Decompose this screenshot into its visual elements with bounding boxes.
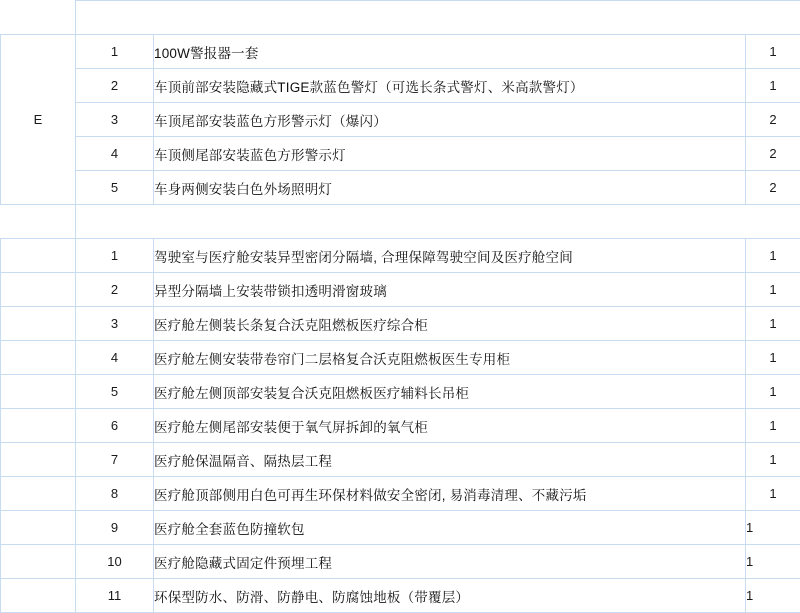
row-description: 医疗舱左侧尾部安装便于氧气屏拆卸的氧气柜 [154,409,746,443]
row-quantity: 1 [746,341,800,375]
group-label-empty [1,307,76,341]
row-index: 2 [76,273,154,307]
row-description: 医疗舱全套蓝色防撞软包 [154,511,746,545]
section-title: 医疗舱内装置 [76,205,800,239]
table-row [1,341,800,375]
section-header-spacer [1,1,76,35]
table-row [1,375,800,409]
group-label-empty [1,511,76,545]
row-description: 医疗舱隐藏式固定件预埋工程 [154,545,746,579]
group-label-empty [1,409,76,443]
row-quantity: 1 [746,375,800,409]
group-label-empty [1,443,76,477]
row-description: 100W警报器一套 [154,35,746,69]
row-quantity: 2 [746,171,800,205]
row-quantity: 1 [746,477,800,511]
row-description: 环保型防水、防滑、防静电、防腐蚀地板（带覆层） [154,579,746,613]
group-label-empty [1,341,76,375]
row-quantity: 1 [746,579,800,613]
table-row [1,137,800,171]
table-row [1,409,800,443]
row-quantity: 1 [746,545,800,579]
group-label-empty [1,579,76,613]
row-quantity: 1 [746,409,800,443]
section-title: 紧急警报系统 [76,1,800,35]
row-description: 异型分隔墙上安装带锁扣透明滑窗玻璃 [154,273,746,307]
row-quantity: 1 [746,443,800,477]
row-quantity: 1 [746,239,800,273]
section-header-row [1,205,800,239]
table-row [1,35,800,69]
row-description: 医疗舱左侧安装带卷帘门二层格复合沃克阻燃板医生专用柜 [154,341,746,375]
group-label-empty [1,239,76,273]
row-index: 10 [76,545,154,579]
row-index: 7 [76,443,154,477]
row-index: 9 [76,511,154,545]
row-description: 医疗舱顶部侧用白色可再生环保材料做安全密闭, 易消毒清理、不藏污垢 [154,477,746,511]
row-quantity: 1 [746,511,800,545]
row-description: 医疗舱保温隔音、隔热层工程 [154,443,746,477]
row-index: 5 [76,375,154,409]
row-index: 1 [76,239,154,273]
table-row [1,545,800,579]
row-quantity: 1 [746,35,800,69]
table-row [1,579,800,613]
table-row [1,273,800,307]
table-row [1,307,800,341]
group-label-empty [1,375,76,409]
row-index: 2 [76,69,154,103]
row-index: 1 [76,35,154,69]
row-description: 医疗舱左侧顶部安装复合沃克阻燃板医疗辅料长吊柜 [154,375,746,409]
row-index: 8 [76,477,154,511]
table-row [1,477,800,511]
table-row [1,69,800,103]
table-row [1,239,800,273]
section-header-spacer [1,205,76,239]
row-description: 车顶前部安装隐藏式TIGE款蓝色警灯（可选长条式警灯、米高款警灯） [154,69,746,103]
table-row [1,511,800,545]
row-quantity: 2 [746,137,800,171]
row-description: 驾驶室与医疗舱安装异型密闭分隔墙, 合理保障驾驶空间及医疗舱空间 [154,239,746,273]
row-index: 4 [76,341,154,375]
table-row [1,103,800,137]
table-row [1,443,800,477]
row-quantity: 1 [746,273,800,307]
row-index: 3 [76,103,154,137]
row-index: 6 [76,409,154,443]
row-description: 医疗舱左侧装长条复合沃克阻燃板医疗综合柜 [154,307,746,341]
row-index: 3 [76,307,154,341]
table-body [1,1,800,613]
row-index: 5 [76,171,154,205]
row-quantity: 1 [746,307,800,341]
group-label-e: E [1,35,76,205]
section-header-row [1,1,800,35]
row-index: 11 [76,579,154,613]
row-index: 4 [76,137,154,171]
row-description: 车身两侧安装白色外场照明灯 [154,171,746,205]
row-description: 车顶侧尾部安装蓝色方形警示灯 [154,137,746,171]
row-description: 车顶尾部安装蓝色方形警示灯（爆闪） [154,103,746,137]
row-quantity: 2 [746,103,800,137]
group-label-empty [1,477,76,511]
group-label-empty [1,545,76,579]
group-label-empty [1,273,76,307]
table-row [1,171,800,205]
row-quantity: 1 [746,69,800,103]
